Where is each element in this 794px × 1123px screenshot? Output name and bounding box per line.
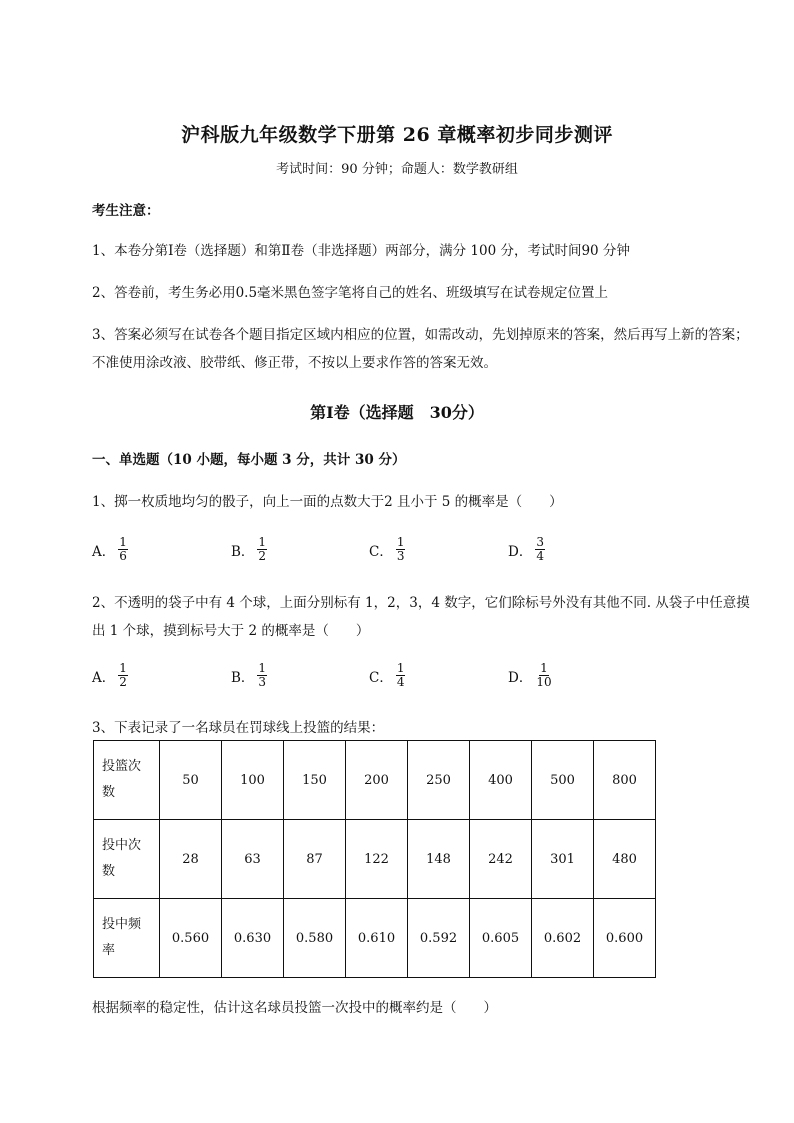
- option-fraction: $\frac{3}{4}$: [536, 535, 544, 563]
- table-cell: 800: [594, 741, 656, 820]
- row-header: 投中频 率: [94, 899, 160, 978]
- table-cell: 242: [470, 820, 532, 899]
- table-cell: 150: [284, 741, 346, 820]
- table-cell: 0.630: [222, 899, 284, 978]
- shots-table: [93, 740, 656, 978]
- table-row: [94, 741, 656, 820]
- row-header: 投篮次 数: [94, 741, 160, 820]
- table-cell: 0.592: [408, 899, 470, 978]
- option-letter: D．: [508, 669, 533, 686]
- table-cell: 480: [594, 820, 656, 899]
- option-letter: B．: [231, 669, 255, 686]
- question-1-option-a[interactable]: [92, 536, 128, 563]
- option-fraction: $\frac{1}{4}$: [396, 661, 405, 689]
- table-cell: 301: [532, 820, 594, 899]
- option-letter: D．: [508, 543, 533, 560]
- question-1-option-d[interactable]: [508, 536, 545, 563]
- notice-item-3: 3、答案必须写在试卷各个题目指定区域内相应的位置，如需改动，先划掉原来的答案，然后再写上新的答案；不准使用涂改液、胶带纸、修正带，不按以上要求作答的答案无效。: [92, 327, 749, 371]
- option-letter: C．: [369, 543, 393, 560]
- table-cell: 0.602: [532, 899, 594, 978]
- table-cell: 122: [346, 820, 408, 899]
- option-letter: A．: [92, 543, 116, 560]
- table-cell: 0.605: [470, 899, 532, 978]
- row-header: 投中次 数: [94, 820, 160, 899]
- table-row: [94, 899, 656, 978]
- option-letter: A．: [92, 669, 116, 686]
- question-2-option-c[interactable]: [369, 662, 405, 689]
- table-cell: 100: [222, 741, 284, 820]
- question-2-option-a[interactable]: [92, 662, 128, 689]
- option-fraction: $\frac{1}{10}$: [536, 661, 552, 689]
- table-cell: 28: [160, 820, 222, 899]
- question-3-stem: 3、下表记录了一名球员在罚球线上投篮的结果：: [92, 720, 385, 736]
- option-letter: C．: [369, 669, 393, 686]
- table-cell: 0.560: [160, 899, 222, 978]
- table-cell: 148: [408, 820, 470, 899]
- table-cell: 0.600: [594, 899, 656, 978]
- table-cell: 400: [470, 741, 532, 820]
- table-cell: 50: [160, 741, 222, 820]
- option-fraction: $\frac{1}{3}$: [258, 661, 267, 689]
- table-cell: 250: [408, 741, 470, 820]
- table-cell: 0.580: [284, 899, 346, 978]
- question-2-option-d[interactable]: [508, 662, 553, 689]
- table-cell: 0.610: [346, 899, 408, 978]
- option-fraction: $\frac{1}{3}$: [396, 535, 405, 563]
- table-cell: 500: [532, 741, 594, 820]
- notice-item-1: 1、本卷分第Ⅰ卷（选择题）和第Ⅱ卷（非选择题）两部分，满分 100 分，考试时间90 分钟: [92, 243, 630, 259]
- option-fraction: $\frac{1}{2}$: [258, 535, 267, 563]
- option-fraction: $\frac{1}{6}$: [119, 535, 127, 563]
- table-cell: 63: [222, 820, 284, 899]
- option-letter: B．: [231, 543, 255, 560]
- question-1-option-b[interactable]: [231, 536, 267, 563]
- page-title: 沪科版九年级数学下册第 26 章概率初步同步测评: [181, 124, 613, 146]
- question-2-stem: 2、不透明的袋子中有 4 个球，上面分别标有 1，2，3，4 数字，它们除标号外没有其他不同. 从袋子中任意摸出 1 个球，摸到标号大于 2 的概率是（ ）: [92, 595, 750, 639]
- section-heading: 一、单选题（10 小题，每小题 3 分，共计 30 分）: [92, 452, 406, 468]
- exam-info: 考试时间：90 分钟；命题人：数学教研组: [276, 162, 518, 177]
- table-row: [94, 820, 656, 899]
- question-1-stem: 1、掷一枚质地均匀的骰子，向上一面的点数大于2 且小于 5 的概率是（ ）: [92, 494, 563, 510]
- table-cell: 200: [346, 741, 408, 820]
- option-fraction: $\frac{1}{2}$: [119, 661, 127, 689]
- question-3-followup: 根据频率的稳定性，估计这名球员投篮一次投中的概率约是（ ）: [92, 1000, 497, 1016]
- table-cell: 87: [284, 820, 346, 899]
- question-2-option-b[interactable]: [231, 662, 267, 689]
- part1-title: 第Ⅰ卷（选择题 30分）: [310, 403, 484, 422]
- notice-item-2: 2、答卷前，考生务必用0.5毫米黑色签字笔将自己的姓名、班级填写在试卷规定位置上: [92, 285, 609, 301]
- notice-heading: 考生注意：: [92, 203, 160, 219]
- question-1-option-c[interactable]: [369, 536, 405, 563]
